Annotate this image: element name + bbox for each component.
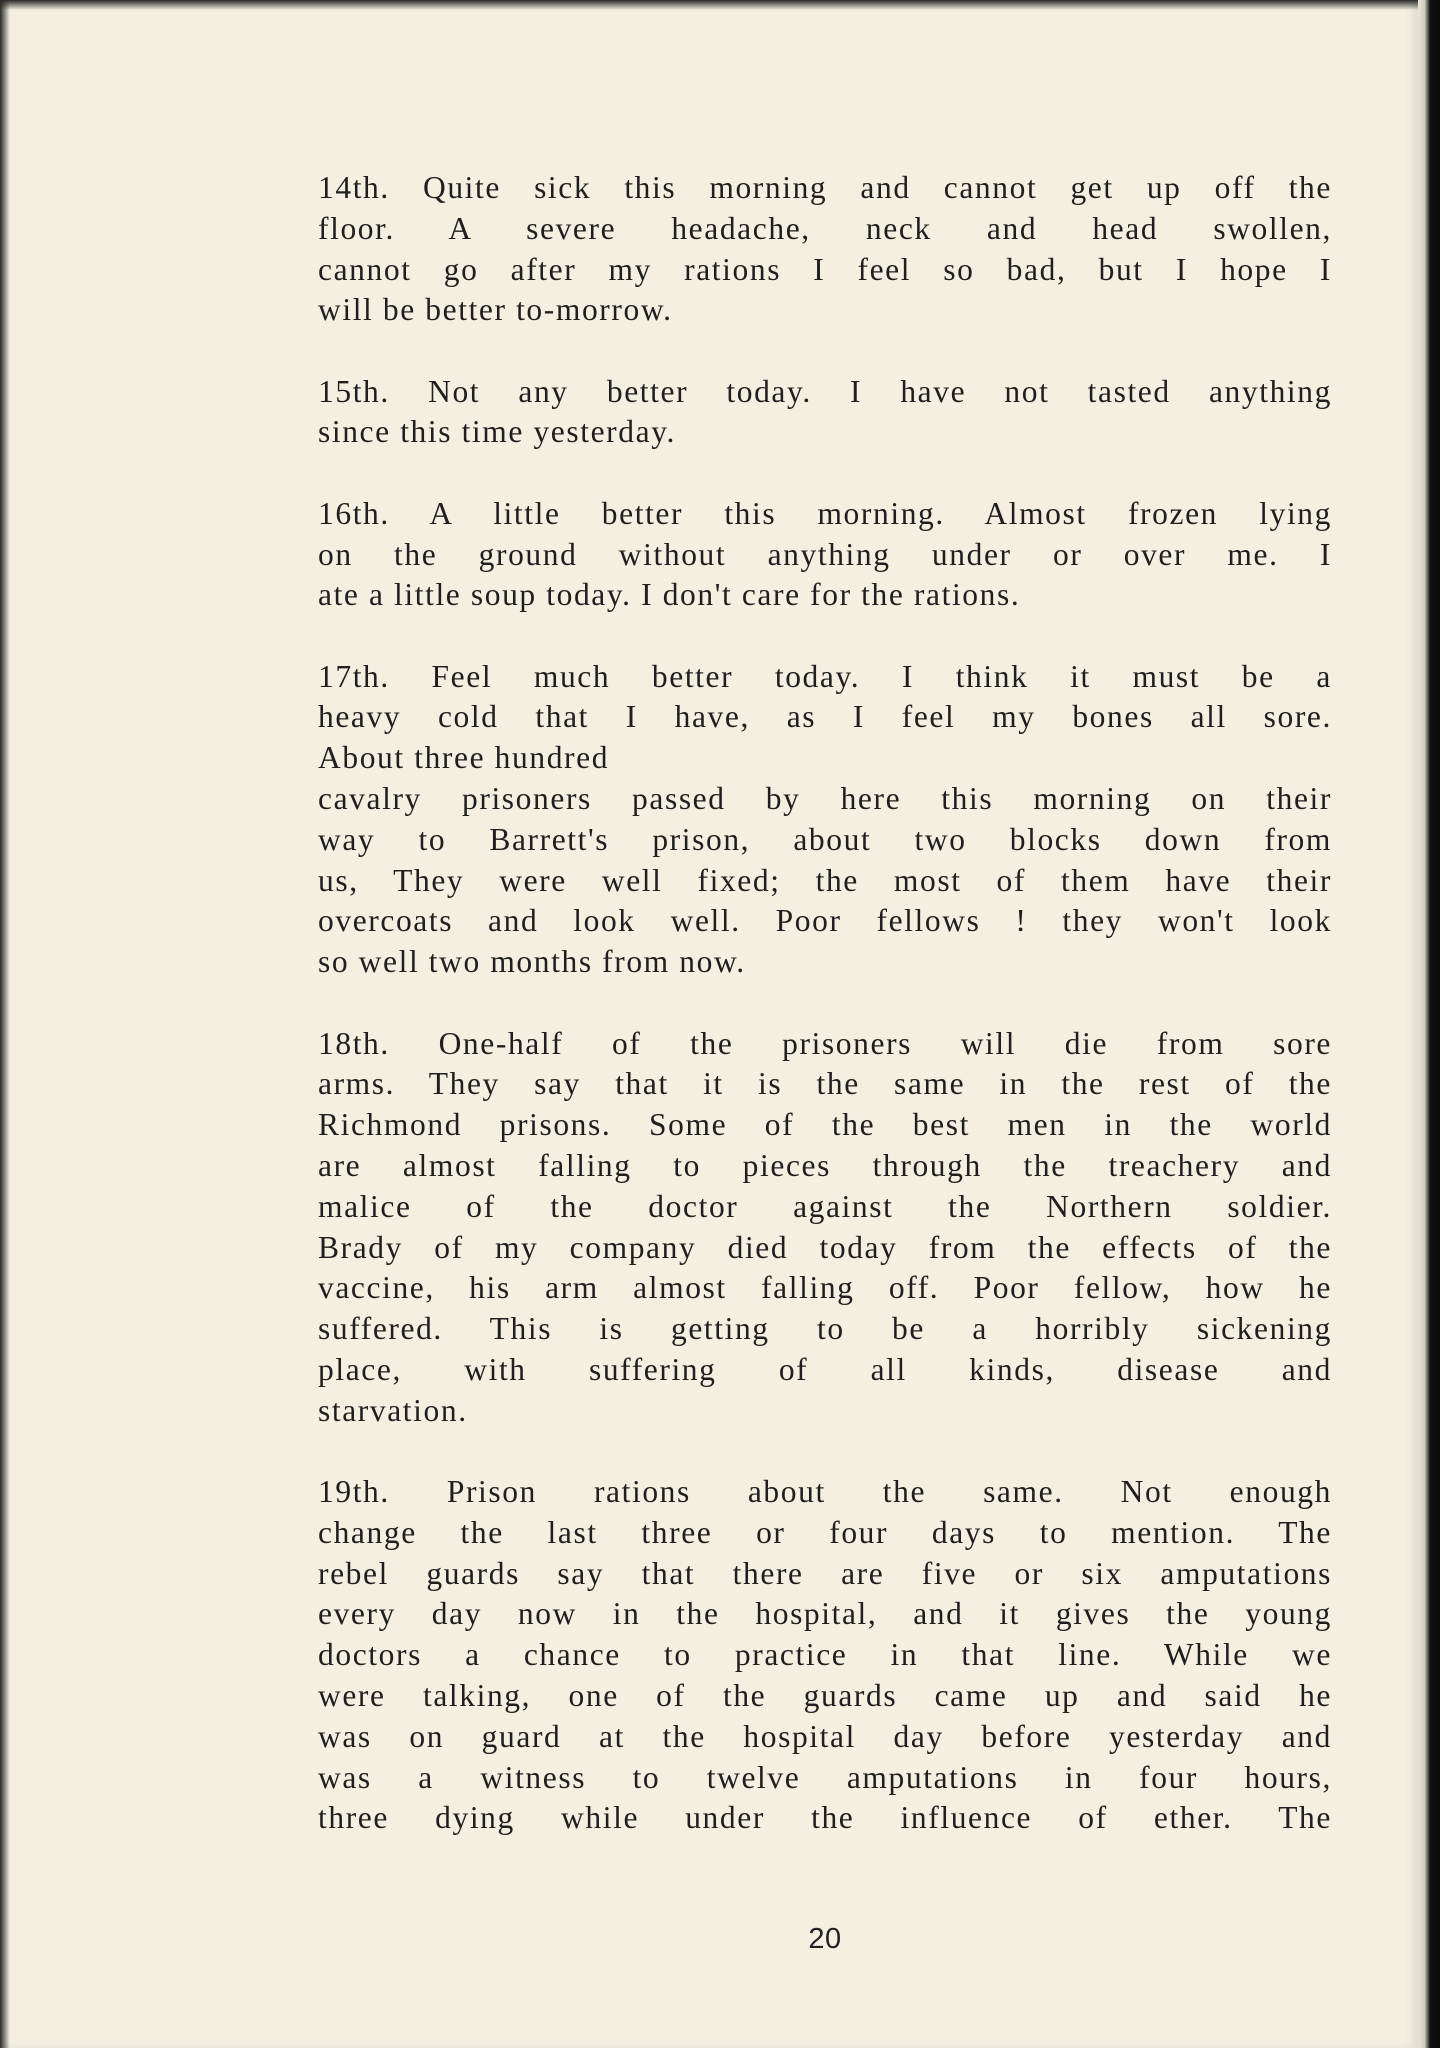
- text-line: us, They were well fixed; the most of them have their: [318, 862, 1332, 898]
- text-line: was on guard at the hospital day before yesterday and: [318, 1718, 1332, 1754]
- text-line: 18th. One-half of the prisoners will die from sore: [318, 1025, 1332, 1061]
- text-line: 14th. Quite sick this morning and cannot get up off the: [318, 170, 1332, 205]
- text-line: change the last three or four days to mention. The: [318, 1514, 1332, 1550]
- text-line: are almost falling to pieces through the treachery and: [318, 1147, 1332, 1183]
- text-line: 16th. A little better this morning. Almost frozen lying: [318, 495, 1332, 531]
- page-number: 20: [808, 1923, 842, 1955]
- text-line: doctors a chance to practice in that line. While we: [318, 1637, 1332, 1673]
- text-line: starvation.: [318, 1392, 468, 1428]
- text-line: every day now in the hospital, and it gives the young: [318, 1596, 1332, 1632]
- text-line: three dying while under the influence of ether. The: [318, 1800, 1332, 1836]
- page-left-edge: [0, 0, 10, 2048]
- diary-entry-15th: [318, 372, 1332, 454]
- diary-entry-19th: [318, 1472, 1332, 1839]
- text-line: cannot go after my rations I feel so bad, but I hope I: [318, 251, 1332, 287]
- text-line: since this time yesterday.: [318, 414, 676, 450]
- text-line: suffered. This is getting to be a horribly sickening: [318, 1311, 1332, 1347]
- text-line: arms. They say that it is the same in the rest of the: [318, 1066, 1332, 1102]
- text-line: were talking, one of the guards came up and said he: [318, 1678, 1332, 1713]
- text-line: ate a little soup today. I don't care for the rations.: [318, 577, 1021, 613]
- diary-text: [318, 168, 1332, 1880]
- diary-entry-17th: [318, 657, 1332, 983]
- text-line: vaccine, his arm almost falling off. Poor fellow, how he: [318, 1270, 1332, 1306]
- diary-entry-16th: [318, 494, 1332, 616]
- text-line: place, with suffering of all kinds, disease and: [318, 1351, 1332, 1387]
- text-line: overcoats and look well. Poor fellows ! they won't look: [318, 903, 1332, 939]
- text-line: 15th. Not any better today. I have not tasted anything: [318, 373, 1332, 409]
- text-line: way to Barrett's prison, about two blocks down from: [318, 821, 1332, 857]
- text-line: so well two months from now.: [318, 944, 746, 980]
- text-line: rebel guards say that there are five or six amputations: [318, 1555, 1332, 1591]
- text-line: cavalry prisoners passed by here this morning on their: [318, 781, 1332, 817]
- text-line: About three hundred: [318, 740, 610, 776]
- text-line: was a witness to twelve amputations in four hours,: [318, 1759, 1332, 1795]
- text-line: 19th. Prison rations about the same. Not enough: [318, 1474, 1332, 1510]
- book-binding-edge: [1418, 0, 1440, 2048]
- text-line: on the ground without anything under or over me. I: [318, 536, 1332, 572]
- text-line: floor. A severe headache, neck and head swollen,: [318, 210, 1332, 246]
- text-line: heavy cold that I have, as I feel my bones all sore.: [318, 699, 1332, 735]
- text-line: malice of the doctor against the Northern soldier.: [318, 1188, 1332, 1224]
- text-line: Brady of my company died today from the effects of the: [318, 1229, 1332, 1265]
- text-line: Richmond prisons. Some of the best men in the world: [318, 1107, 1332, 1143]
- text-line: will be better to-morrow.: [318, 292, 673, 328]
- text-line: 17th. Feel much better today. I think it must be a: [318, 658, 1332, 694]
- diary-entry-18th: [318, 1024, 1332, 1432]
- diary-entry-14th: [318, 168, 1332, 331]
- page-top-shadow: [0, 0, 1418, 10]
